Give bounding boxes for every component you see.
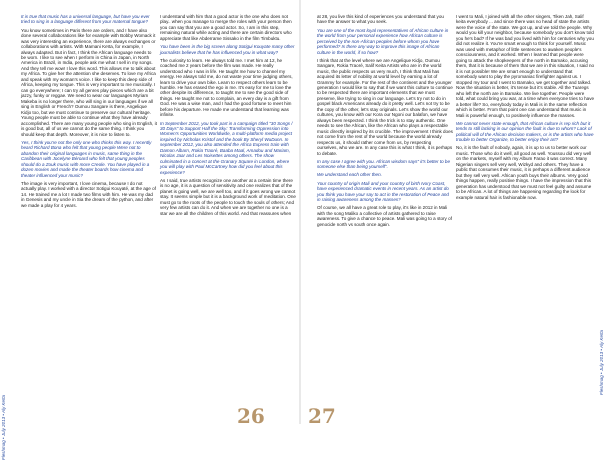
- interview-question: We cannot never state enough, that African culture is rep rich but it tends to still lacking in our opinion the fault is due to whom? Lack of political will of the African decision makers, or is the artists who have trouble to better Organize, to better enjoy their art?: [456, 120, 594, 143]
- interview-answer: I went to Mali, I joined with all the other singers, Tiken Jah, Salif keita everybody ... and since there was no head of state the artists were the voice of the state. We got up, and we told the people. Why would you kill your neighbor, because somebody you don't know told you he's bad? If he was bad you lived with him for centuries why you did not realize it. You're smart enough to think for yourself. Music was used with metaphor of little sentences to awaken people's consciousness, and it worked. When I learned that people were going to attack the shopkeepers of the north in Bamako, accusing them, that it is because of them that we are in this situation, I said no it is not possible! We are smart enough to understand that somebody want to play the pyromaniac firefighter against us. I stopped my tour and I went to Bamako, we get together and talked. Now the situation is better, it's tense but it's stable. All the Tuaregs who left the north are in Bamako. We live together. People were told, what could bring you war, at a time when everyone tries to have a better life? So, everybody today in Mali is in the same reflection which is better. From that point one can understand that music in Mali is powerful enough, to positively influence the masses.: [456, 14, 594, 118]
- interview-answer: No, it is the fault of nobody, again, it is up to us to better work our music. Those who do it well, all good as well. Youssou did very well on the markets, myself with my Album Farao it was correct. Many Nigerian singers sell very well, Wizkyd and others. They have a public that consumes their music, it is perhaps a different audience but they sell very well. African youth buys their albums. Very good things happen, really positive things. I have the impression that this generation has understood that we must not feel guilty and assume to be African. A lot of things are happening regarding the look for example natural hair is fashionable now.: [456, 145, 592, 200]
- interview-answer: The curiosity to learn. He always told me. I met him at 12, he coached me 2 years before the film was made. He really understood who I was in life. He taught me how to channel my energy. He always told me, do not waste your time judging others, learn to drive your own bike. Learn to respect others learn to be humble. He has erased the ego in me. It's easy for me to love the other despite its difference, to taught me to see the good side of things. He taught me not to complain, an every day is a gift from God. He was a wise man, and I had the good fortune to meet him before his departure. He made me understand that learning was infinite.: [160, 57, 293, 118]
- interview-question: We understand each other then.: [317, 172, 382, 178]
- text-column-3: [317, 14, 453, 406]
- page-number-right: 27: [308, 404, 336, 428]
- interview-answer: As I said, true artists recognize one another at a certain time there is no age, it is a question of sensitivity and one realizes that of the planet is going well, we are well too, and if it goes wrong we cannot stay. It seems simple but it is a background work of meditation. One must go to the roots of the people to touch the souls of others; And very few artists can do it. And when we are together no one is a star we are all the children of this world. And that reassures when: [160, 177, 296, 216]
- text-column-2: [160, 14, 296, 406]
- interview-question: You have been in the big screen along Sotigui Kouyate many other journalists believe that he has influenced you in what way?: [160, 44, 295, 55]
- interview-answer: I understand with him that a good actor is the one who does not play.. when you manage to merge the roles with your person then you can say that you are a good actor. So, I am in this step, remaining natural while acting and there are certain directors who appreciate that like Abderrame Sissako in the film Timbuktu.: [160, 14, 292, 41]
- interview-answer: Of course, we all have a great role to play, it's like in 2012 in Mali with the song Maliko a collective of artists gathered to raise awareness. To give a chance to peace. Mali was going to a story of genocide north vs south once again.: [317, 205, 452, 227]
- page-number-left: 26: [237, 404, 265, 428]
- interview-answer: at 28, you live this kind of experiences you understand that you have the answer to what you seek.: [317, 14, 444, 25]
- interview-question: Your country of origin Mali and your country of birth Ivory Coast, have experienced dramatic events in recent years. As an artist do you think you have your say to act in the restoration of Peace and in raising awareness among the masses?: [317, 180, 449, 202]
- interview-question: You are one of the most loyal representatives of African culture in the world from your personal experience how African culture is perceived by the non-African peoples before whom you have performed? Is there any way to improve this image of African culture in the world, if so how?: [317, 27, 449, 55]
- interview-answer: I think that at the level where we are Angelique Kidjo, Oumou Sangare, Rokia Traoré, Salif Keita Artists who are in the world music, the public respects us very much, I think that Mali has acquired its letter of nobility at world level by earning a lot of Grammy for example. For the rest of the continent and the younger generation I would like to say that if we want this culture to continue to be respected there are important elements that we must preserve, like trying to sing in our language. Let's try not to do in gospel black Americans already do it pretty well. Let's not try to be the copy of the other, let's stay originals. Let's show the world our cultures, you know with our Kora our Ngoni our balafon, we have always been respected. I think the trick is to stay authentic. One needs to see the African, like the African who plays a respectable music directly inspired by its crucible. The improvement I think does not come from the rest of the world because the world already respects us, it should rather come from us, by respecting ourselves, who we are. In any case this is what I think, it is perhaps to debate.: [317, 57, 453, 156]
- interview-question: It is true that music has a universal language, but have you ever tried to sing in a language different from your maternal tongue?: [21, 14, 150, 25]
- text-column-1: [21, 14, 157, 406]
- interview-question: In September 2012, you took part in a campaign titled "30 Songs / 30 Days" to Support Half the Sky: Transforming Oppression into Women's Opportunities Worldwide, a multi-platform media project inspired by Nicholas Kristof and the book By Sheryl WuDunn. In september 2012, you also attended the Africa Express train with Damon Albarn, Rokia Traoré, Baaba Maal, Amadou and Mariam, Nicolas Jaar and Les Noisettes among others. The show culminated in a concert at the Granary Square in London, where you will play with Paul McCartney how did you feel about this experience?: [160, 120, 293, 175]
- interview-question: In any case I agree with you. African wisdom says" it's better to be someone else than being yourself".: [317, 158, 450, 170]
- interview-question: Yes, I think you're not the only one who thinks this way. I recently heard Richard Bona who felt that young people Were not to abandon their original languages in music, same thing in the Caribbean with Jocelyne Béroard who felt that young peoples should do a Zouk music with more Creole. You have played in a dozen movies and made the theater boards how cinema and theater influenced your music?: [21, 139, 152, 178]
- interview-answer: You know sometimes in Paris there are orders, and I have also done several collaborations like for example with Bobby Womack it was very interesting an experience, there are always exchanges or collaborations with artists. With Mamani Keïta, for example, I always adapted. But in fact, I think the African language needs to be worn. I like to see when I perform in China in Japan, in North America in Brazil, in India, people ask me what I sell in my songs. And they tell me wow! I love this word. This allows me to talk about my Africa. To give her the attention she deserves. To love my Africa and speak with my woman's voice. I like to keep this deep side of Africa, keeping my tongue. This is very important to me musically. I can go everywhere; I can try all genres play pieces which are a bit jazzy, funky or reggae. We need to wear our languages Myriam Makeba is no longer there, who will sing in our languages if we all sing in English or French? Oumou Sangare is there, Angelique Kidjo too, but we must continue to preserve our cultural heritage. Young people must be able to continue what they have already accomplished. There are many young people who sing in English, it is good but, all of us we cannot do the same thing. I think you should keep that depth. Moreover, it is nice to listen to.: [21, 27, 157, 137]
- interview-answer: The image is very important, I love cinema, because I do not actually play. I worked with a director Sotigui Kouyaté, at the age of 14. He trained me a lot I made two films with him. He was my dad in Genesis and my uncle in Sia the dream of the python, and after we made a play for 4 years.: [21, 180, 156, 208]
- side-running-text-left: Fleshmag • July 2013 • Aly Keïta: [1, 395, 6, 460]
- text-column-4: [456, 14, 594, 406]
- side-running-text-right: Fleshmag • July 2013 • Aly Keïta: [599, 329, 604, 395]
- page-gutter: [299, 0, 301, 424]
